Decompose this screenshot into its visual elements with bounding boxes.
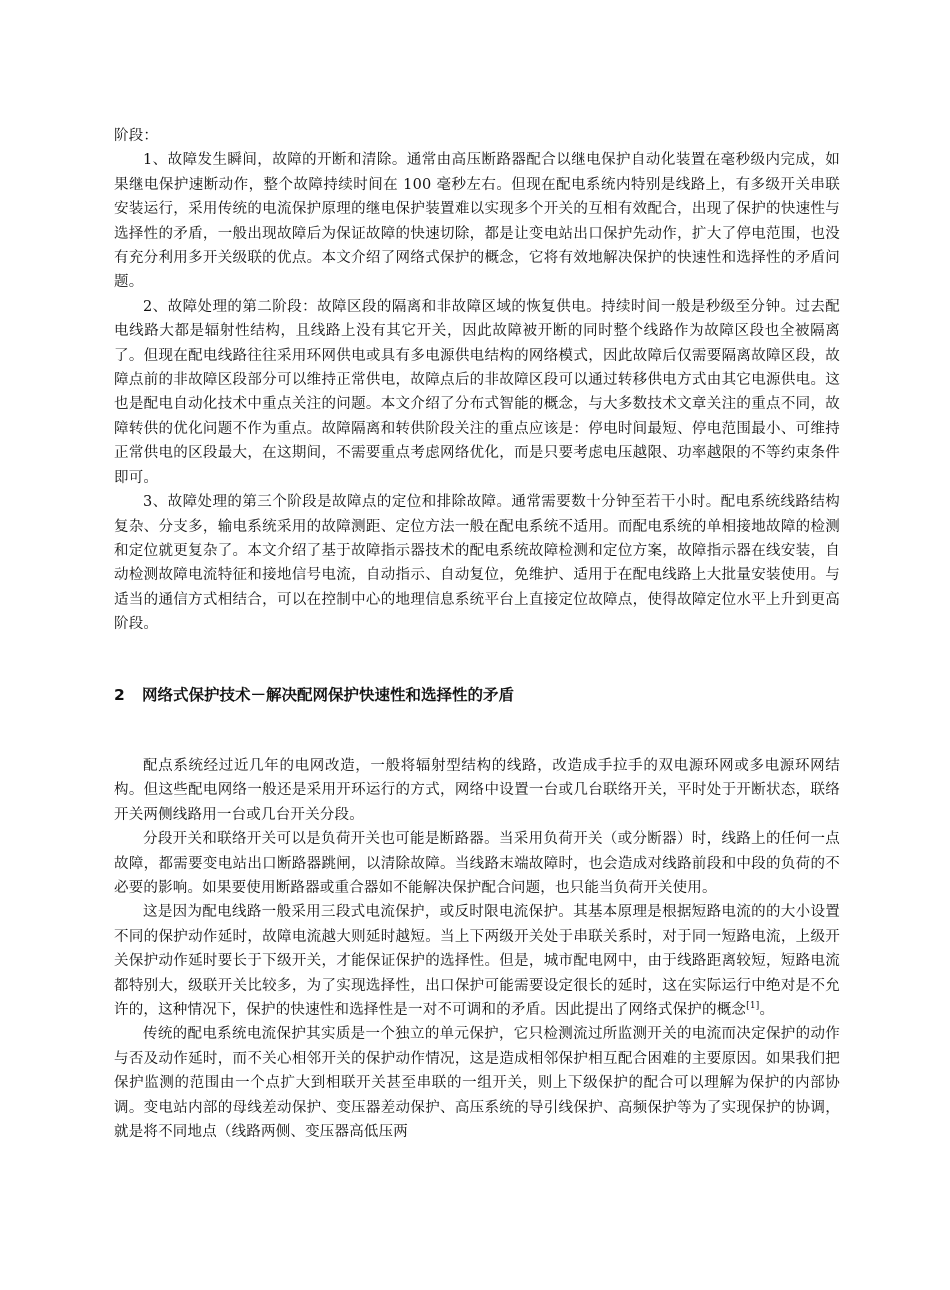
paragraph-switch-types: 分段开关和联络开关可以是负荷开关也可能是断路器。当采用负荷开关（或分断器）时，线路上的任何一点故障，都需要变电站出口断路器跳闸，以清除故障。当线路末端故障时，也会造成对线路前段和中段的负荷的不必要的影响。如果要使用断路器或重合器如不能解决保护配合问题，也只能当负荷开关使用。 xyxy=(114,831,840,897)
section-number: 2 xyxy=(114,686,125,704)
body-text-part1 xyxy=(114,124,840,637)
section-title: 网络式保护技术－解决配网保护快速性和选择性的矛盾 xyxy=(142,686,515,704)
paragraph-end-punctuation: 。 xyxy=(759,1002,775,1019)
body-text-part2 xyxy=(114,754,840,1145)
citation-reference[interactable]: [1] xyxy=(746,1001,760,1012)
paragraph-protection-conflict-text: 这是因为配电线路一般采用三段式电流保护，或反时限电流保护。其基本原理是根据短路电流的的大小设置不同的保护动作延时，故障电流越大则延时越短。当上下两级开关处于串联关系时，对于同一短路电流，上级开关保护动作延时要长于下级开关，才能保证保护的选择性。但是，城市配电网中，由于线路距离较短，短路电流都特别大，级联开关比较多，为了实现选择性，出口保护可能需要设定很长的延时，这在实际运行中绝对是不允许的，这种情况下，保护的快速性和选择性是一对不可调和的矛盾。因此提出了网络式保护的概念 xyxy=(114,904,840,1019)
section-heading xyxy=(114,683,840,707)
paragraph-protection-conflict xyxy=(114,900,840,1022)
paragraph-stage-1: 1、故障发生瞬间，故障的开断和清除。通常由高压断路器配合以继电保护自动化装置在毫秒级内完成，如果继电保护速断动作，整个故障持续时间在 100 毫秒左右。但现在配电系统内特别是线路上，有多级开关串联安装运行，采用传统的电流保护原理的继电保护装置难以实现多个开关的互相有效配合，出现了保护的快速性与选择性的矛盾，一般出现故障后为保证故障的快速切除，都是让变电站出口保护先动作，扩大了停电范围，也没有充分利用多开关级联的优点。本文介绍了网络式保护的概念，它将有效地解决保护的快速性和选择性的矛盾问题。 xyxy=(114,152,840,291)
paragraph-stage-3: 3、故障处理的第三个阶段是故障点的定位和排除故障。通常需要数十分钟至若干小时。配电系统线路结构复杂、分支多，输电系统采用的故障测距、定位方法一般在配电系统不适用。而配电系统的单相接地故障的检测和定位就更复杂了。本文介绍了基于故障指示器技术的配电系统故障检测和定位方案，故障指示器在线安装，自动检测故障电流特征和接地信号电流，自动指示、自动复位，免维护、适用于在配电线路上大批量安装使用。与适当的通信方式相结合，可以在控制中心的地理信息系统平台上直接定位故障点，使得故障定位水平上升到更高阶段。 xyxy=(114,494,840,633)
paragraph-network-structure: 配点系统经过近几年的电网改造，一般将辐射型结构的线路，改造成手拉手的双电源环网或多电源环网结构。但这些配电网络一般还是采用开环运行的方式，网络中设置一台或几台联络开关，平时处于开断状态，联络开关两侧线路用一台或几台开关分段。 xyxy=(114,758,840,823)
paragraph-stage-2: 2、故障处理的第二阶段：故障区段的隔离和非故障区域的恢复供电。持续时间一般是秒级至分钟。过去配电线路大都是辐射性结构，且线路上没有其它开关，因此故障被开断的同时整个线路作为故障区段也全被隔离了。但现在配电线路往往采用环网供电或具有多电源供电结构的网络模式，因此故障后仅需要隔离故障区段，故障点前的非故障区段部分可以维持正常供电，故障点后的非故障区段可以通过转移供电方式由其它电源供电。这也是配电自动化技术中重点关注的问题。本文介绍了分布式智能的概念，与大多数技术文章关注的重点不同，故障转供的优化问题不作为重点。故障隔离和转供阶段关注的重点应该是：停电时间最短、停电范围最小、可维持正常供电的区段最大，在这期间，不需要重点考虑网络优化，而是只要考虑电压越限、功率越限的不等约束条件即可。 xyxy=(114,298,840,486)
paragraph-traditional-protection: 传统的配电系统电流保护其实质是一个独立的单元保护，它只检测流过所监测开关的电流而决定保护的动作与否及动作延时，而不关心相邻开关的保护动作情况，这是造成相邻保护相互配合困难的主要原因。如果我们把保护监测的范围由一个点扩大到相联开关甚至串联的一组开关，则上下级保护的配合可以理解为保护的内部协调。变电站内部的母线差动保护、变压器差动保护、高压系统的导引线保护、高频保护等为了实现保护的协调，就是将不同地点（线路两侧、变压器高低压两 xyxy=(114,1026,840,1141)
continuation-line: 阶段： xyxy=(114,128,159,144)
